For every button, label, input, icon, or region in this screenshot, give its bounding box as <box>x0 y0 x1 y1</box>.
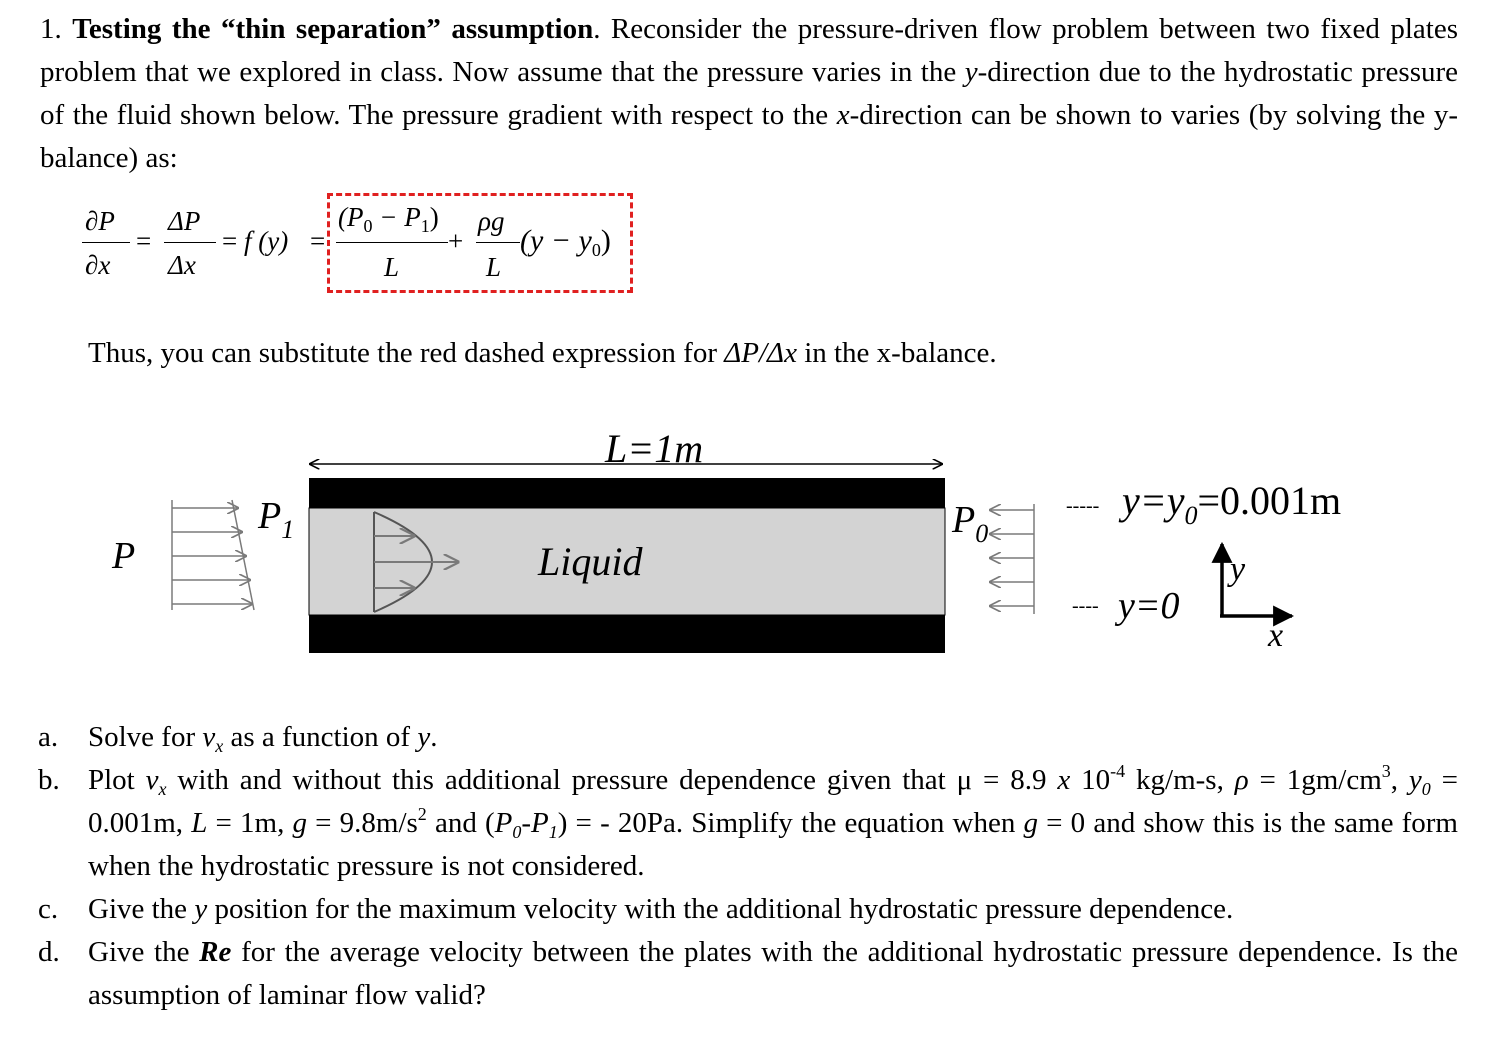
y-top-label: $y=y_0=0.001m$ <box>1122 478 1342 530</box>
thus-expression: ΔP/Δx <box>724 337 797 369</box>
eq-equals-1: = <box>136 226 152 256</box>
problem-number: 1. <box>40 13 62 45</box>
intro-text-1: Reconsider the pressure-driven flow problem between two fixed plates problem that we explored in class. Now assume that the pressure varies in the <box>40 13 1459 88</box>
problem-title: Testing the “thin separation” assumption <box>72 13 594 45</box>
part-b: b. Plot $v_x$ with and without this additional pressure dependence given that μ = 8.9 x $10^{-4}$ kg/m-s, $\rho = 1gm/cm^3$, $y_0 = 0.001m$, L = 1m, $g = 9.8m/s^2$ and $(P_0-P_1)$ = - 20Pa. Simplify the equation when g = 0 and show this is the same form when the hydrostatic pressure is not considered. <box>38 761 1459 882</box>
outlet-pressure-profile <box>990 504 1034 614</box>
pressure-gradient-equation <box>80 198 680 298</box>
axis-y-label: y <box>1230 551 1246 588</box>
eq-dx: ∂x <box>85 250 111 280</box>
inlet-pressure-profile <box>172 500 254 610</box>
channel-flow-diagram <box>0 420 1489 680</box>
eq-equals-2: = <box>222 226 238 256</box>
eq-fy: f (y) <box>244 226 289 256</box>
length-label: L=1m <box>605 426 704 471</box>
eq-num2: ρg <box>478 206 505 236</box>
part-c: c. Give the y position for the maximum velocity with the additional hydrostatic pressure dependence. <box>38 893 1234 925</box>
thus-sentence: Thus, you can substitute the red dashed expression for ΔP/Δx in the x-balance. <box>88 337 997 369</box>
top-plate <box>309 478 945 508</box>
eq-dP: ∂P <box>85 206 115 236</box>
dash-top: ----- <box>1066 495 1100 517</box>
problem-statement: 1. Testing the “thin separation” assumption. Reconsider the pressure-driven flow problem between two fixed plates problem that we explored in class. Now assume that the pressure varies in the y-direction due to the hydrostatic pressure of the fluid shown below. The pressure gradient with respect to the x-direction can be shown to varies (by solving the y-balance) as: <box>40 13 1459 174</box>
sub-questions <box>38 716 1458 1017</box>
eq-Dx: Δx <box>168 250 196 280</box>
p1-label: $P_1$ <box>258 495 295 544</box>
x-word: x <box>836 99 850 131</box>
intro-text-3: -direction can be shown to varies (by solving the y-balance) as: <box>40 99 1459 174</box>
eq-paren: $(y - y_0)$ <box>520 224 611 260</box>
eq-DP: ΔP <box>168 206 201 236</box>
y-word: y <box>964 56 978 88</box>
part-a: a. Solve for $v_x$ as a function of y. <box>38 721 438 756</box>
axis-x-label: x <box>1268 617 1284 654</box>
part-d: d. Give the Re for the average velocity between the plates with the additional hydrostatic pressure dependence. Is the assumption of laminar flow valid? <box>38 936 1458 1011</box>
eq-plus: + <box>448 226 464 256</box>
dash-bottom: ---- <box>1072 595 1099 617</box>
eq-equals-3: = <box>310 226 326 256</box>
y-bottom-label: y=0 <box>1118 585 1180 627</box>
intro-text-2: -direction due to the hydrostatic pressure of the fluid shown below. The pressure gradient with respect to the <box>40 56 1459 131</box>
eq-den1: L <box>384 252 400 282</box>
p-label: P <box>112 535 136 577</box>
liquid-label: Liquid <box>538 539 643 584</box>
eq-den2: L <box>486 252 502 282</box>
bottom-plate <box>309 615 945 653</box>
eq-num1: $(P_0 - P_1)$ <box>338 202 439 236</box>
p0-label: $P_0$ <box>952 499 989 548</box>
